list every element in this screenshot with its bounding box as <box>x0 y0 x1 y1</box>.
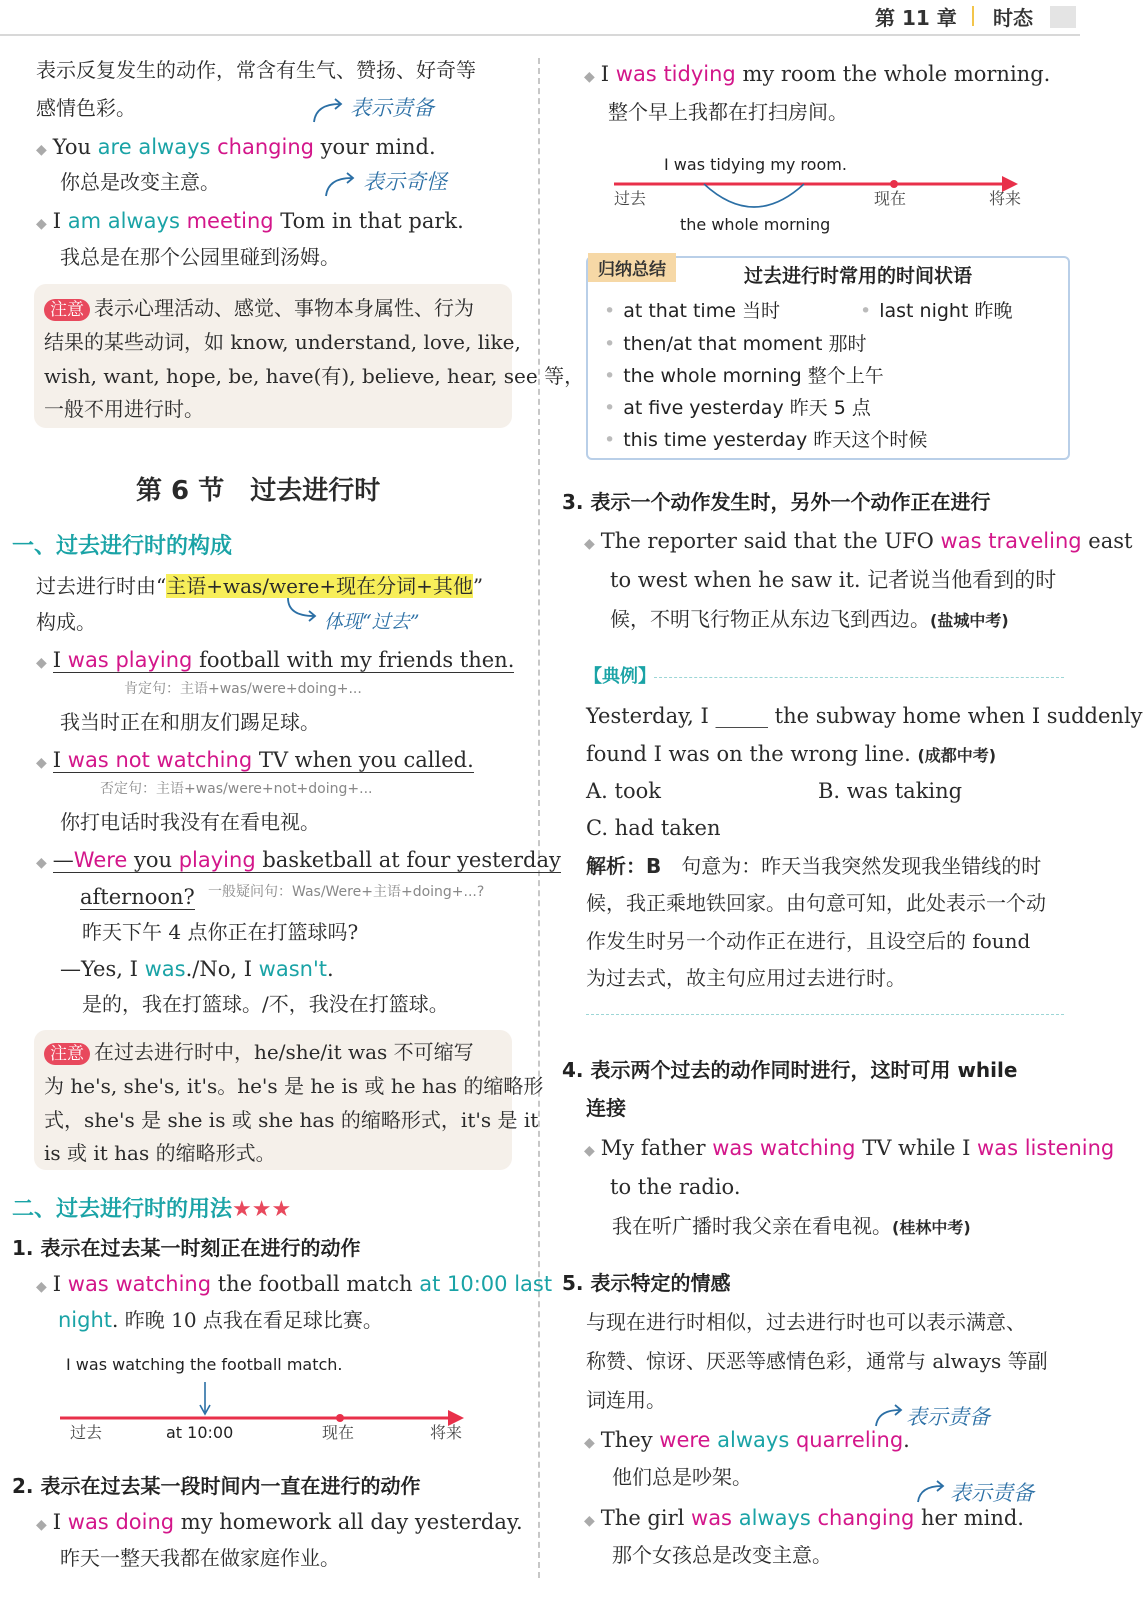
exercise-line2: found I was on the wrong line. (成都中考) <box>586 742 997 766</box>
timeline1-at: at 10:00 <box>166 1423 234 1442</box>
timeline2-future: 将来 <box>989 189 1022 208</box>
summary-item: • last night 昨晚 <box>860 300 1013 322</box>
page-header <box>0 0 1080 36</box>
timeline1-label: I was watching the football match. <box>66 1355 343 1374</box>
header-corner-tab <box>1050 6 1076 28</box>
example-tidying: ◆ I was tidying my room the whole morning. <box>584 62 1051 86</box>
exercise-line1: Yesterday, I _____ the subway home when I suddenly <box>586 704 1143 728</box>
header-title: 时态 <box>993 6 1033 30</box>
timeline1-future: 将来 <box>430 1423 463 1442</box>
example-question-line2: afternoon? <box>80 885 195 909</box>
question-note: 一般疑问句：Was/Were+主语+doing+...? <box>208 884 485 900</box>
annotation-blame-1: 表示责备 <box>350 96 434 120</box>
annotation-arrow <box>284 596 324 626</box>
summary-item: • at five yesterday 昨天 5 点 <box>604 397 871 419</box>
summary-item: • this time yesterday 昨天这个时候 <box>604 429 928 451</box>
note2-line3: 式，she's 是 she is 或 she has 的缩略形式，it's 是 it <box>44 1108 539 1132</box>
summary-title: 过去进行时常用的时间状语 <box>744 265 973 287</box>
example-playing-cn: 我当时正在和朋友们踢足球。 <box>60 710 320 734</box>
note2-line4: is 或 it has 的缩略形式。 <box>44 1141 276 1165</box>
usage-4-example-cn: 我在听广播时我父亲在看电视。(桂林中考) <box>612 1214 971 1238</box>
warning-icon: 注意 <box>44 1043 90 1065</box>
timeline1-past: 过去 <box>70 1423 103 1442</box>
usage-5-line2: 称赞、惊讶、厌恶等感情色彩，通常与 always 等副 <box>586 1349 1048 1373</box>
summary-item: • the whole morning 整个上午 <box>604 365 884 387</box>
structure-line1: 过去进行时由“主语+was/were+现在分词+其他” <box>36 574 484 598</box>
affirmative-note: 肯定句：主语+was/were+doing+... <box>124 681 362 697</box>
usage-1-example-line2: night. 昨晚 10 点我在看足球比赛。 <box>58 1308 383 1332</box>
usage-5-title: 5. 表示特定的情感 <box>562 1271 731 1295</box>
example-question-cn: 昨天下午 4 点你正在打篮球吗? <box>82 920 359 944</box>
usage-1-example: ◆ I was watching the football match at 10:00 last <box>36 1272 553 1296</box>
usage-4-title: 4. 表示两个过去的动作同时进行，这时可用 while <box>562 1058 1018 1082</box>
usage-3-example: ◆ The reporter said that the UFO was traveling east <box>584 529 1133 553</box>
example-tidying-cn: 整个早上我都在打扫房间。 <box>608 100 848 124</box>
timeline2-now: 现在 <box>874 189 907 208</box>
option-c: C. had taken <box>586 816 721 840</box>
answer-line3: 作发生时另一个动作正在进行，且设空后的 found <box>586 929 1031 953</box>
column-divider <box>538 58 540 1578</box>
subsection-2-title: 二、过去进行时的用法★★★ <box>12 1197 292 1222</box>
timeline2-span: the whole morning <box>680 215 831 234</box>
annotation-arrow <box>310 96 350 126</box>
note1-line1: 注意 表示心理活动、感觉、事物本身属性、行为 <box>44 296 474 321</box>
structure-line2: 构成。 <box>36 610 96 634</box>
example-question: ◆ —Were you playing basketball at four yesterday <box>36 848 561 872</box>
negative-note: 否定句：主语+was/were+not+doing+... <box>100 781 373 797</box>
usage-4-title-line2: 连接 <box>586 1096 626 1120</box>
option-a: A. took <box>586 779 661 803</box>
note2-line1: 注意 在过去进行时中，he/she/it was 不可缩写 <box>44 1040 474 1065</box>
example-answer: —Yes, I was./No, I wasn't. <box>60 957 334 981</box>
usage-2-example-cn: 昨天一整天我都在做家庭作业。 <box>60 1546 340 1570</box>
timeline2-label: I was tidying my room. <box>664 155 847 174</box>
summary-tag: 归纳总结 <box>588 253 676 282</box>
usage-4-example-line2: to the radio. <box>610 1175 741 1199</box>
subsection-1-title: 一、过去进行时的构成 <box>12 534 233 559</box>
example-meeting: ◆ I am always meeting Tom in that park. <box>36 209 464 233</box>
section-title: 第 6 节 过去进行时 <box>136 476 381 506</box>
answer-line1: 解析：B 句意为：昨天当我突然发现我坐错线的时 <box>586 854 1042 878</box>
usage-5-line1: 与现在进行时相似，过去进行时也可以表示满意、 <box>586 1310 1026 1334</box>
note1-line4: 一般不用进行时。 <box>44 397 204 421</box>
example-changing-cn: 你总是改变主意。 <box>60 170 220 194</box>
annotation-arrow <box>872 1404 908 1430</box>
usage-4-example: ◆ My father was watching TV while I was listening <box>584 1136 1115 1160</box>
usage-3-title: 3. 表示一个动作发生时，另外一个动作正在进行 <box>562 490 991 514</box>
usage-2-title: 2. 表示在过去某一段时间内一直在进行的动作 <box>12 1474 421 1498</box>
note1-line2: 结果的某些动词，如 know, understand, love, like, <box>44 330 521 354</box>
usage-2-example: ◆ I was doing my homework all day yesterday. <box>36 1510 523 1534</box>
warning-icon: 注意 <box>44 299 90 321</box>
usage-3-example-line2: to west when he saw it. 记者说当他看到的时 <box>610 568 1057 592</box>
rating-stars: ★★★ <box>232 1197 292 1222</box>
example-meeting-cn: 我总是在那个公园里碰到汤姆。 <box>60 245 340 269</box>
example-not-watching-cn: 你打电话时我没有在看电视。 <box>60 810 320 834</box>
answer-line2: 候，我正乘地铁回家。由句意可知，此处表示一个动 <box>586 891 1046 915</box>
usage-5-example-1-cn: 他们总是吵架。 <box>612 1465 752 1489</box>
timeline2-past: 过去 <box>614 189 647 208</box>
chapter-label: 第 11 章 <box>875 6 957 30</box>
timeline-whole-morning <box>604 150 1034 242</box>
header-divider <box>972 6 974 26</box>
usage-5-example-2: ◆ The girl was always changing her mind. <box>584 1506 1024 1530</box>
dashed-separator <box>586 1014 1064 1015</box>
annotation-blame-3: 表示责备 <box>950 1481 1034 1505</box>
example-changing: ◆ You are always changing your mind. <box>36 135 436 159</box>
summary-item: • then/at that moment 那时 <box>604 333 867 355</box>
annotation-strange: 表示奇怪 <box>363 170 447 194</box>
note1-line3: wish, want, hope, be, have(有), believe, hear, see 等， <box>44 364 585 388</box>
intro-line1: 表示反复发生的动作，常含有生气、赞扬、好奇等 <box>36 58 476 82</box>
note2-line2: 为 he's, she's, it's。he's 是 he is 或 he has 的缩略形 <box>44 1074 544 1098</box>
timeline-at-10 <box>50 1350 480 1440</box>
annotation-arrow <box>322 170 362 200</box>
option-b: B. was taking <box>818 779 963 803</box>
intro-line2: 感情色彩。 <box>36 96 136 120</box>
annotation-blame-2: 表示责备 <box>906 1405 990 1429</box>
usage-3-example-line3: 候，不明飞行物正从东边飞到西边。(盐城中考) <box>610 607 1009 631</box>
example-playing: ◆ I was playing football with my friends then. <box>36 648 515 672</box>
example-not-watching: ◆ I was not watching TV when you called. <box>36 748 474 772</box>
example-tag: 【典例】 <box>584 666 656 687</box>
answer-line4: 为过去式，故主句应用过去进行时。 <box>586 966 906 990</box>
timeline1-now: 现在 <box>322 1423 355 1442</box>
usage-5-example-1: ◆ They were always quarreling. <box>584 1428 910 1452</box>
annotation-arrow <box>914 1480 950 1506</box>
annotation-past: 体现“过去” <box>324 611 420 633</box>
usage-5-line3: 词连用。 <box>586 1388 666 1412</box>
example-answer-cn: 是的，我在打篮球。/不，我没在打篮球。 <box>82 992 449 1016</box>
usage-5-example-2-cn: 那个女孩总是改变主意。 <box>612 1543 832 1567</box>
dashed-separator <box>654 677 1064 678</box>
usage-1-title: 1. 表示在过去某一时刻正在进行的动作 <box>12 1236 361 1260</box>
summary-item: • at that time 当时 <box>604 300 780 322</box>
